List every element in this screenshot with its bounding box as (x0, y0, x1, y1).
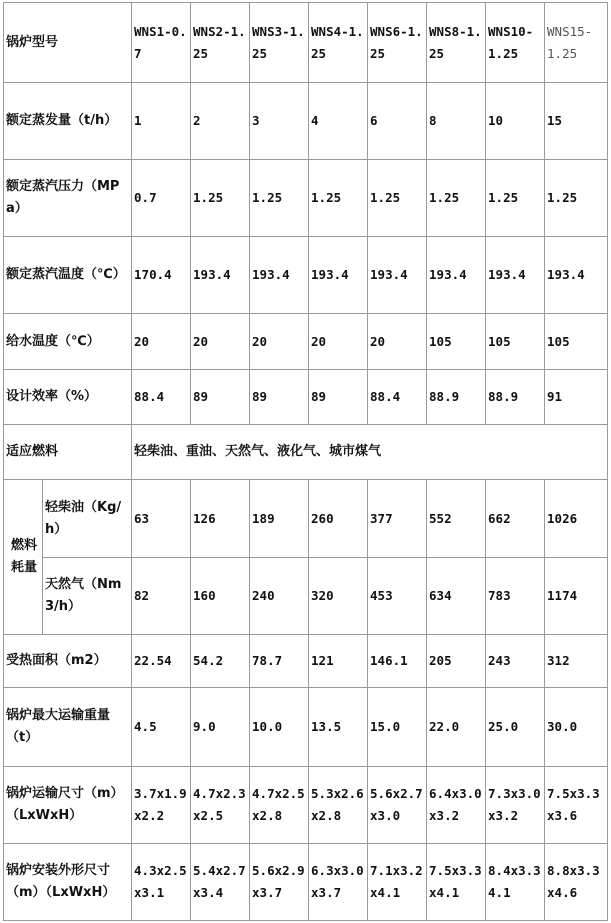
table-row (4, 370, 608, 425)
table-cell: 783 (486, 558, 545, 635)
table-cell: 1.25 (486, 160, 545, 237)
table-cell: 88.4 (132, 370, 191, 425)
table-cell: 15.0 (368, 688, 427, 767)
table-cell: 7.1x3.2x4.1 (368, 844, 427, 921)
row-label: 锅炉最大运输重量（t） (4, 688, 132, 767)
table-cell: 13.5 (309, 688, 368, 767)
table-cell: WNS8-1.25 (427, 3, 486, 83)
boiler-spec-table (3, 2, 608, 921)
table-cell: 22.54 (132, 635, 191, 688)
row-label: 额定蒸汽压力（MPa） (4, 160, 132, 237)
table-cell: 2 (191, 83, 250, 160)
table-cell: 377 (368, 480, 427, 558)
table-row (4, 3, 608, 83)
row-label: 给水温度（℃） (4, 314, 132, 370)
table-cell: WNS2-1.25 (191, 3, 250, 83)
table-cell: 1.25 (368, 160, 427, 237)
table-cell: WNS10-1.25 (486, 3, 545, 83)
table-cell: 78.7 (250, 635, 309, 688)
table-cell: 121 (309, 635, 368, 688)
table-row (4, 480, 608, 558)
table-cell: 193.4 (191, 237, 250, 314)
table-cell: 4.7x2.5x2.8 (250, 767, 309, 844)
table-cell: 160 (191, 558, 250, 635)
table-cell: 4.7x2.3x2.5 (191, 767, 250, 844)
row-label: 适应燃料 (4, 425, 132, 480)
table-cell: 5.3x2.6x2.8 (309, 767, 368, 844)
table-cell: WNS4-1.25 (309, 3, 368, 83)
row-label: 受热面积（m2） (4, 635, 132, 688)
table-cell: 193.4 (250, 237, 309, 314)
row-label: 锅炉安装外形尺寸（m）（LxWxH） (4, 844, 132, 921)
table-cell: 63 (132, 480, 191, 558)
table-cell: 8 (427, 83, 486, 160)
table-cell: 193.4 (368, 237, 427, 314)
table-cell: 4.3x2.5x3.1 (132, 844, 191, 921)
table-cell: 146.1 (368, 635, 427, 688)
table-cell: 89 (250, 370, 309, 425)
table-cell: 91 (545, 370, 608, 425)
table-cell: 9.0 (191, 688, 250, 767)
table-cell: 260 (309, 480, 368, 558)
table-row (4, 844, 608, 921)
table-cell: 6.3x3.0x3.7 (309, 844, 368, 921)
table-row (4, 237, 608, 314)
table-cell: 6.4x3.0x3.2 (427, 767, 486, 844)
table-cell: 205 (427, 635, 486, 688)
table-cell: 30.0 (545, 688, 608, 767)
table-cell: 170.4 (132, 237, 191, 314)
table-cell: 10 (486, 83, 545, 160)
table-cell: 10.0 (250, 688, 309, 767)
table-cell: 20 (309, 314, 368, 370)
table-cell: 88.9 (427, 370, 486, 425)
table-cell: 634 (427, 558, 486, 635)
table-row (4, 160, 608, 237)
row-label: 额定蒸发量（t/h） (4, 83, 132, 160)
table-row (4, 558, 608, 635)
table-cell: WNS15-1.25 (545, 3, 608, 83)
table-cell: 88.9 (486, 370, 545, 425)
table-cell: 1.25 (309, 160, 368, 237)
table-cell: 1 (132, 83, 191, 160)
table-cell: 1026 (545, 480, 608, 558)
table-cell: 193.4 (545, 237, 608, 314)
table-cell: 88.4 (368, 370, 427, 425)
table-cell: 7.5x3.3x4.1 (427, 844, 486, 921)
table-cell: 1.25 (250, 160, 309, 237)
table-cell: 8.4x3.34.1 (486, 844, 545, 921)
table-cell: 1.25 (427, 160, 486, 237)
table-cell: 189 (250, 480, 309, 558)
table-cell: 240 (250, 558, 309, 635)
table-cell: 20 (368, 314, 427, 370)
table-cell: 1.25 (191, 160, 250, 237)
table-cell: 8.8x3.3x4.6 (545, 844, 608, 921)
table-cell: WNS3-1.25 (250, 3, 309, 83)
table-cell: 20 (250, 314, 309, 370)
table-cell: 3.7x1.9x2.2 (132, 767, 191, 844)
table-cell: 22.0 (427, 688, 486, 767)
table-cell: 105 (427, 314, 486, 370)
table-cell: 552 (427, 480, 486, 558)
table-row (4, 635, 608, 688)
table-cell: 320 (309, 558, 368, 635)
table-cell: 25.0 (486, 688, 545, 767)
table-cell: 5.4x2.7x3.4 (191, 844, 250, 921)
table-cell: 105 (545, 314, 608, 370)
row-label: 锅炉型号 (4, 3, 132, 83)
row-group-label: 燃料耗量 (4, 480, 43, 635)
row-label: 天然气（Nm3/h） (43, 558, 132, 635)
table-row (4, 425, 608, 480)
table-cell: 193.4 (427, 237, 486, 314)
table-cell: 0.7 (132, 160, 191, 237)
row-label: 额定蒸汽温度（℃） (4, 237, 132, 314)
table-cell: 4 (309, 83, 368, 160)
table-row (4, 83, 608, 160)
table-cell: 126 (191, 480, 250, 558)
table-cell: 193.4 (486, 237, 545, 314)
table-row (4, 688, 608, 767)
table-cell: 20 (191, 314, 250, 370)
table-cell: 5.6x2.9x3.7 (250, 844, 309, 921)
table-cell: WNS6-1.25 (368, 3, 427, 83)
table-cell: 312 (545, 635, 608, 688)
table-row (4, 767, 608, 844)
table-cell: 1.25 (545, 160, 608, 237)
table-cell: 20 (132, 314, 191, 370)
table-cell: WNS1-0.7 (132, 3, 191, 83)
table-cell: 7.5x3.3x3.6 (545, 767, 608, 844)
table-cell: 662 (486, 480, 545, 558)
fuel-types-cell: 轻柴油、重油、天然气、液化气、城市煤气 (132, 425, 608, 480)
table-cell: 1174 (545, 558, 608, 635)
table-cell: 193.4 (309, 237, 368, 314)
table-cell: 7.3x3.0x3.2 (486, 767, 545, 844)
table-cell: 4.5 (132, 688, 191, 767)
row-label: 设计效率（%） (4, 370, 132, 425)
row-label: 轻柴油（Kg/h） (43, 480, 132, 558)
table-cell: 82 (132, 558, 191, 635)
table-row (4, 314, 608, 370)
table-cell: 54.2 (191, 635, 250, 688)
table-cell: 15 (545, 83, 608, 160)
table-cell: 89 (309, 370, 368, 425)
row-label: 锅炉运输尺寸（m）（LxWxH） (4, 767, 132, 844)
table-cell: 5.6x2.7x3.0 (368, 767, 427, 844)
table-cell: 89 (191, 370, 250, 425)
table-cell: 243 (486, 635, 545, 688)
table-cell: 6 (368, 83, 427, 160)
table-cell: 105 (486, 314, 545, 370)
table-cell: 453 (368, 558, 427, 635)
table-cell: 3 (250, 83, 309, 160)
